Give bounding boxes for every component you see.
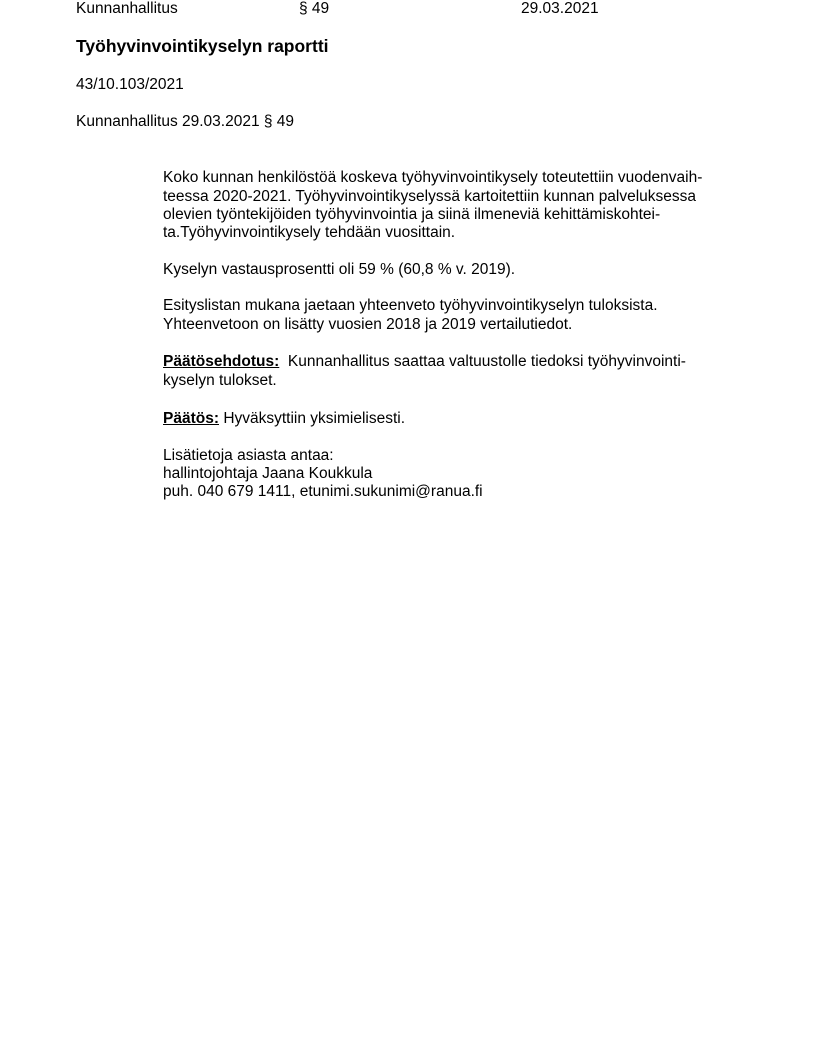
document-title: Työhyvinvointikyselyn raportti <box>76 36 329 56</box>
header-section: § 49 <box>299 0 330 17</box>
response-rate: Kyselyn vastausprosentti oli 59 % (60,8 % v. 2019). <box>163 261 516 278</box>
proposal-line <box>163 353 686 371</box>
header-date: 29.03.2021 <box>521 0 599 17</box>
decision-label: Päätös: <box>163 410 219 427</box>
proposal-text: Kunnanhallitus saattaa valtuustolle tiedoksi työhyvinvointi- <box>287 353 686 370</box>
paragraph-line: Koko kunnan henkilöstöä koskeva työhyvinvointikysely toteutettiin vuodenvaih- <box>163 169 703 186</box>
proposal-line: kyselyn tulokset. <box>163 372 277 389</box>
record-number: 43/10.103/2021 <box>76 76 184 93</box>
paragraph-line: teessa 2020-2021. Työhyvinvointikyselyssä kartoitettiin kunnan palveluksessa <box>163 188 697 205</box>
paragraph-line: Yhteenvetoon on lisätty vuosien 2018 ja 2019 vertailutiedot. <box>163 316 573 333</box>
proposal-label: Päätösehdotus: <box>163 353 280 370</box>
paragraph-line: olevien työntekijöiden työhyvinvointia ja siinä ilmeneviä kehittämiskohtei- <box>163 206 661 223</box>
paragraph-line: ta.Työhyvinvointikysely tehdään vuosittain. <box>163 224 456 241</box>
decision-line <box>163 410 405 428</box>
paragraph-line: Esityslistan mukana jaetaan yhteenveto työhyvinvointikyselyn tuloksista. <box>163 297 658 314</box>
meeting-reference: Kunnanhallitus 29.03.2021 § 49 <box>76 113 295 130</box>
decision-text: Hyväksyttiin yksimielisesti. <box>223 410 406 427</box>
contact-line: puh. 040 679 1411, etunimi.sukunimi@ranua.fi <box>163 483 483 500</box>
contact-line: hallintojohtaja Jaana Koukkula <box>163 465 373 482</box>
contact-line: Lisätietoja asiasta antaa: <box>163 447 334 464</box>
header-body: Kunnanhallitus <box>76 0 178 17</box>
